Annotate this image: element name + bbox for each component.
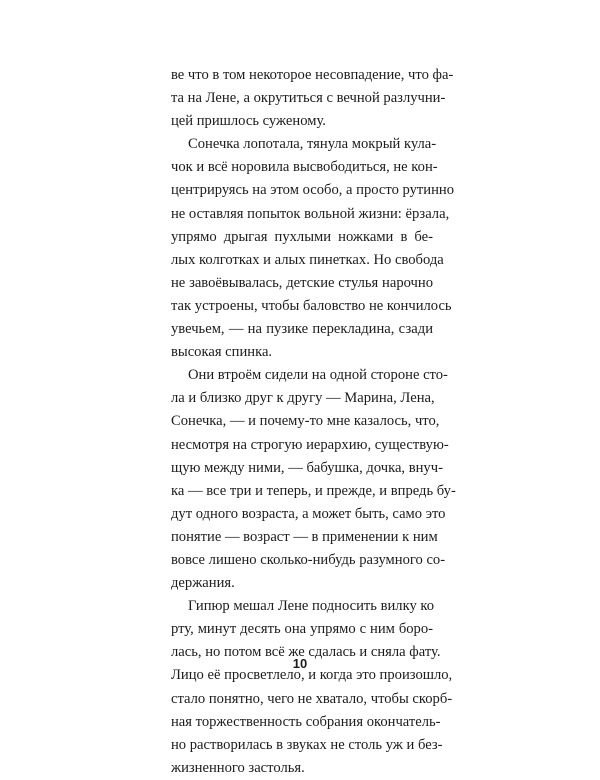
text-line: так устроены, чтобы баловство не кончилось — [171, 297, 452, 314]
text-line: ве что в том некоторое несовпадение, что фа- — [171, 67, 454, 83]
text-line: Лицо её просветлело, и когда это произошло, — [171, 667, 453, 684]
paragraph-1 — [171, 64, 454, 133]
text-line: несмотря на строгую иерархию, существую- — [171, 436, 449, 453]
body-text — [171, 64, 456, 780]
paragraph-3 — [171, 364, 456, 595]
text-line: увечьем, — на пузике перекладина, сзади — [171, 321, 433, 338]
text-line: рту, минут десять она упрямо с ним боро- — [171, 621, 433, 638]
text-line: жизненного застолья. — [171, 759, 305, 776]
text-line: Сонечка, — и почему-то мне казалось, что, — [171, 413, 440, 430]
text-line: Они втроём сидели на одной стороне сто- — [188, 367, 448, 384]
paragraph-4 — [171, 595, 453, 780]
text-line: ла и близко друг к другу — Марина, Лена, — [171, 390, 435, 407]
text-line: дут одного возраста, а может быть, само это — [171, 505, 446, 522]
text-line: но растворилась в звуках не столь уж и без- — [171, 736, 443, 753]
paragraph-2 — [171, 133, 455, 364]
text-line: держания. — [171, 575, 235, 592]
text-line: ка — все три и теперь, и прежде, и впредь бу- — [171, 482, 456, 499]
text-line: лых колготках и алых пинетках. Но свобода — [171, 251, 444, 268]
page-number: 10 — [292, 656, 308, 671]
text-line: упрямо дрыгая пухлыми ножками в бе- — [171, 228, 433, 245]
text-line: лась, но потом всё же сдалась и сняла фату. — [171, 644, 441, 661]
text-line: не оставляя попыток вольной жизни: ёрзала, — [171, 205, 450, 222]
text-line: Гипюр мешал Лене подносить вилку ко — [188, 598, 435, 615]
text-line: ная торжественность собрания окончатель- — [171, 713, 441, 730]
text-line: щую между ними, — бабушка, дочка, внуч- — [171, 459, 443, 476]
text-line: понятие — возраст — в применении к ним — [171, 528, 438, 545]
text-line: та на Лене, а окрутиться с вечной разлучни- — [171, 90, 446, 107]
text-line: не завоёвывалась, детские стулья нарочно — [171, 274, 433, 291]
text-line: цей пришлось суженому. — [171, 113, 326, 130]
text-line: вовсе лишено сколько-нибудь разумного со- — [171, 551, 446, 568]
text-line: центрируясь на этом особо, а просто рутинно — [171, 182, 455, 199]
text-line: чок и всё норовила высвободиться, не кон- — [171, 159, 438, 176]
text-line: стало понятно, чего не хватало, чтобы скорб- — [171, 690, 453, 707]
text-line: высокая спинка. — [171, 344, 273, 361]
text-line: Сонечка лопотала, тянула мокрый кула- — [188, 136, 437, 153]
